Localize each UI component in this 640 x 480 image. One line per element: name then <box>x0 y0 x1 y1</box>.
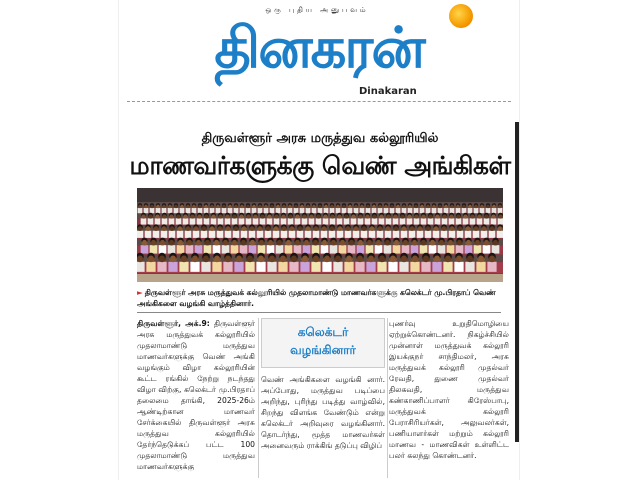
article-kicker: திருவள்ளூர் அரசு மருத்துவ கல்லூரியில் <box>201 131 439 146</box>
article-subhead-box <box>261 318 385 368</box>
masthead-divider <box>127 101 511 102</box>
column-divider <box>258 318 259 478</box>
article-photo <box>137 188 503 282</box>
caption-arrow-icon: ► <box>137 288 143 297</box>
photo-caption <box>137 287 503 309</box>
caption-divider <box>137 312 501 313</box>
article-column-3 <box>389 318 509 478</box>
auditorium-photo <box>137 188 503 282</box>
column-2-text: வெண் அங்கிகளை வழங்கி னார். அப்போது, மருத்துவ படிப்பை அறிந்து, புரிந்து படித்து வாழ்வில், சிறந்து விளங்க வேண்டும் என்று கலெக்டர் அறிவுரை வழங்கினார். தொடர்ந்து, மூத்த மாணவர்கள் அனைவரும் ராக்கிங் தடுப்பு விழிப் <box>261 375 385 450</box>
column-3-text: புணர்வு உறுதிமொழியை ஏற்றுக்கொண்டனர். நிகழ்ச்சியில் முன்னாள் மருத்துவக் கல்லூரி இயக்குநர் சாந்திமலர், அரசு மருத்துவக் கல்லூரி முதல்வர் ரேவதி, துணை முதல்வர் திலகவதி, மருத்துவ கண்காணிப்பாளர் கிரேஸ்பாபு, மருத்துவக் கல்லூரி பேராசிரியர்கள், அலுவலர்கள், பணியாளர்கள் மற்றும் கல்லூரி மாணவ - மாணவிகள் உள்ளிட்ட பலர் கலந்து கொண்டனர். <box>389 319 509 460</box>
caption-text: திருவள்ளூர் அரசு மருத்துவக் கல்லூரியில் முதலாமாண்டு மாணவர்களுக்கு கலெக்டர் மு.பிரதாப் வெண் அங்கிகளை வழங்கி வாழ்த்தினார். <box>137 288 496 308</box>
article-column-1 <box>137 318 255 478</box>
article-dateline: திருவள்ளூர், அக்.9: <box>137 319 210 328</box>
masthead-tagline: ஒரு புதிய அனுபவம் <box>265 6 369 14</box>
column-divider <box>387 318 388 478</box>
column-1-text: திருவள்ளூர் அரசு மருத்துவக் கல்லூரியில் முதலாமாண்டு மருத்துவ மாணவர்களுக்கு வெண் அங்கி வழங்கும் விழா கல்லூரியின் கூட்ட ரங்கில் நேற்று நடந்தது விழா விற்கு, கலெக்டர் மு.பிரதாப் தலைமை தாங்கி, 2025-26ம் ஆண்டிற்கான மாணவர் சேர்க்கையில் திருவள்ளூர் அரசு மருத்துவ கல்லூரியில் தேர்ந்தெடுக்கப் பட்ட 100 முதலாமாண்டு மருத்துவ மாணவர்களுக்கு <box>137 319 255 471</box>
article-headline: மாணவர்களுக்கு வெண் அங்கிகள் <box>129 151 511 180</box>
newspaper-page <box>118 0 520 480</box>
page-edge-bar <box>515 122 519 442</box>
masthead-brand: Dinakaran <box>359 86 417 97</box>
masthead-logo: தினகரன் <box>214 16 424 81</box>
subhead-line-2: வழங்கினார் <box>290 343 356 357</box>
subhead-line-1: கலெக்டர் <box>297 325 349 339</box>
